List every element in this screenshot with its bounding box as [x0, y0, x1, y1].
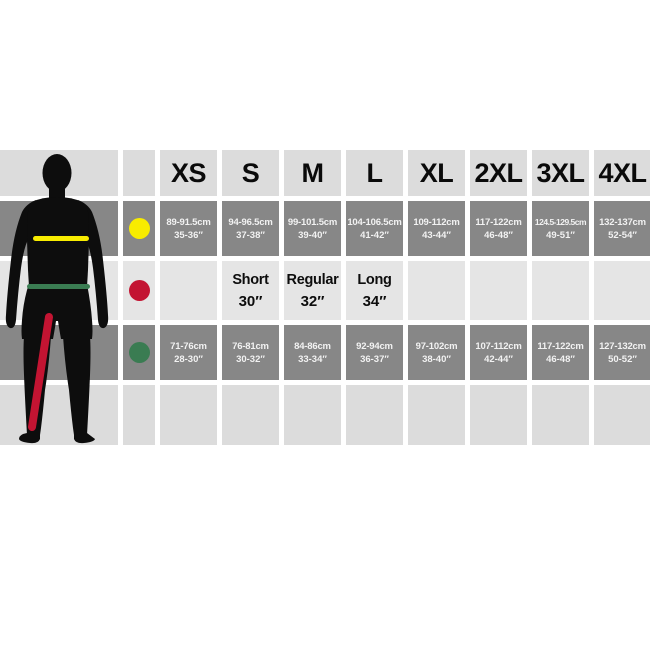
figure-footer-band [0, 385, 118, 445]
waist-cell-4XL [594, 325, 650, 380]
waist-inch-value: 38-40″ [422, 353, 451, 365]
leg-length-cell-L [346, 261, 403, 320]
leg-length-inch-value: 30″ [238, 292, 263, 310]
chest-cm-value: 109-112cm [413, 216, 460, 228]
waist-cell-3XL [532, 325, 589, 380]
size-label: M [301, 157, 324, 188]
waist-marker-dot [129, 342, 150, 363]
footer-band-cell-2XL [470, 385, 527, 445]
chest-cm-value: 117-122cm [475, 216, 522, 228]
chest-cell-2XL [470, 201, 527, 256]
chest-cm-value: 124.5-129.5cm [534, 216, 587, 227]
chest-cell-4XL [594, 201, 650, 256]
marker-header-spacer [123, 150, 155, 196]
waist-inch-value: 30-32″ [236, 353, 265, 365]
chest-inch-value: 35-36″ [174, 229, 203, 241]
size-label: S [241, 157, 260, 188]
size-column-header-L [346, 150, 403, 196]
size-label: L [366, 157, 383, 188]
waist-cm-value: 117-122cm [537, 340, 584, 352]
chest-cell-3XL [532, 201, 589, 256]
size-label: 4XL [598, 157, 647, 188]
waist-cm-value: 92-94cm [356, 340, 393, 352]
chest-cm-value: 89-91.5cm [166, 216, 211, 228]
waist-inch-value: 28-30″ [174, 353, 203, 365]
size-label: XS [170, 157, 207, 188]
chest-inch-value: 46-48″ [484, 229, 513, 241]
waist-cell-L [346, 325, 403, 380]
chest-cell-M [284, 201, 341, 256]
leg-length-cell-XS-empty [160, 261, 217, 320]
leg-length-cell-S [222, 261, 279, 320]
leg-length-inch-value: 34″ [362, 292, 387, 310]
chest-cm-value: 94-96.5cm [228, 216, 273, 228]
leg-length-label: Long [357, 271, 392, 288]
figure-band-waist [0, 325, 118, 380]
size-column-header-S [222, 150, 279, 196]
waist-marker-cell [123, 325, 155, 380]
leg-length-label: Short [232, 271, 269, 288]
chest-cm-value: 99-101.5cm [287, 216, 338, 228]
waist-cm-value: 76-81cm [232, 340, 269, 352]
footer-band-cell-M [284, 385, 341, 445]
waist-cm-value: 107-112cm [475, 340, 522, 352]
size-column-header-4XL [594, 150, 650, 196]
chest-cell-L [346, 201, 403, 256]
chest-inch-value: 37-38″ [236, 229, 265, 241]
leg-length-marker-cell [123, 261, 155, 320]
waist-inch-value: 36-37″ [360, 353, 389, 365]
waist-cell-XS [160, 325, 217, 380]
chest-cm-value: 132-137cm [599, 216, 646, 228]
leg-length-inch-value: 32″ [300, 292, 325, 310]
size-chart-grid [0, 150, 650, 445]
leg-length-cell-3XL-empty [532, 261, 589, 320]
leg-length-cell-4XL-empty [594, 261, 650, 320]
marker-footer-spacer [123, 385, 155, 445]
waist-cell-S [222, 325, 279, 380]
leg-length-label: Regular [286, 271, 339, 288]
figure-header-spacer [0, 150, 118, 196]
waist-cell-M [284, 325, 341, 380]
waist-inch-value: 42-44″ [484, 353, 513, 365]
footer-band-cell-3XL [532, 385, 589, 445]
chest-cm-value: 104-106.5cm [347, 216, 402, 228]
footer-band-cell-XS [160, 385, 217, 445]
footer-band-cell-L [346, 385, 403, 445]
size-label: 2XL [474, 157, 523, 188]
footer-band-cell-XL [408, 385, 465, 445]
size-column-header-XS [160, 150, 217, 196]
chest-marker-cell [123, 201, 155, 256]
waist-inch-value: 46-48″ [546, 353, 575, 365]
waist-cell-XL [408, 325, 465, 380]
chest-inch-value: 49-51″ [546, 229, 575, 241]
leg-marker-dot [129, 280, 150, 301]
footer-band-cell-S [222, 385, 279, 445]
chest-inch-value: 39-40″ [298, 229, 327, 241]
chest-inch-value: 43-44″ [422, 229, 451, 241]
size-column-header-2XL [470, 150, 527, 196]
waist-cm-value: 97-102cm [415, 340, 458, 352]
chest-cell-XS [160, 201, 217, 256]
size-column-header-XL [408, 150, 465, 196]
leg-length-cell-XL-empty [408, 261, 465, 320]
waist-cm-value: 71-76cm [170, 340, 207, 352]
waist-inch-value: 33-34″ [298, 353, 327, 365]
size-column-header-3XL [532, 150, 589, 196]
chest-inch-value: 52-54″ [608, 229, 637, 241]
size-column-header-M [284, 150, 341, 196]
chest-cell-XL [408, 201, 465, 256]
size-label: XL [419, 157, 454, 188]
figure-band-leg-length [0, 261, 118, 320]
waist-cell-2XL [470, 325, 527, 380]
chest-marker-dot [129, 218, 150, 239]
leg-length-cell-M [284, 261, 341, 320]
waist-cm-value: 84-86cm [294, 340, 331, 352]
leg-length-cell-2XL-empty [470, 261, 527, 320]
chest-inch-value: 41-42″ [360, 229, 389, 241]
waist-inch-value: 50-52″ [608, 353, 637, 365]
figure-band-chest [0, 201, 118, 256]
chest-cell-S [222, 201, 279, 256]
footer-band-cell-4XL [594, 385, 650, 445]
waist-cm-value: 127-132cm [599, 340, 646, 352]
size-label: 3XL [536, 157, 585, 188]
